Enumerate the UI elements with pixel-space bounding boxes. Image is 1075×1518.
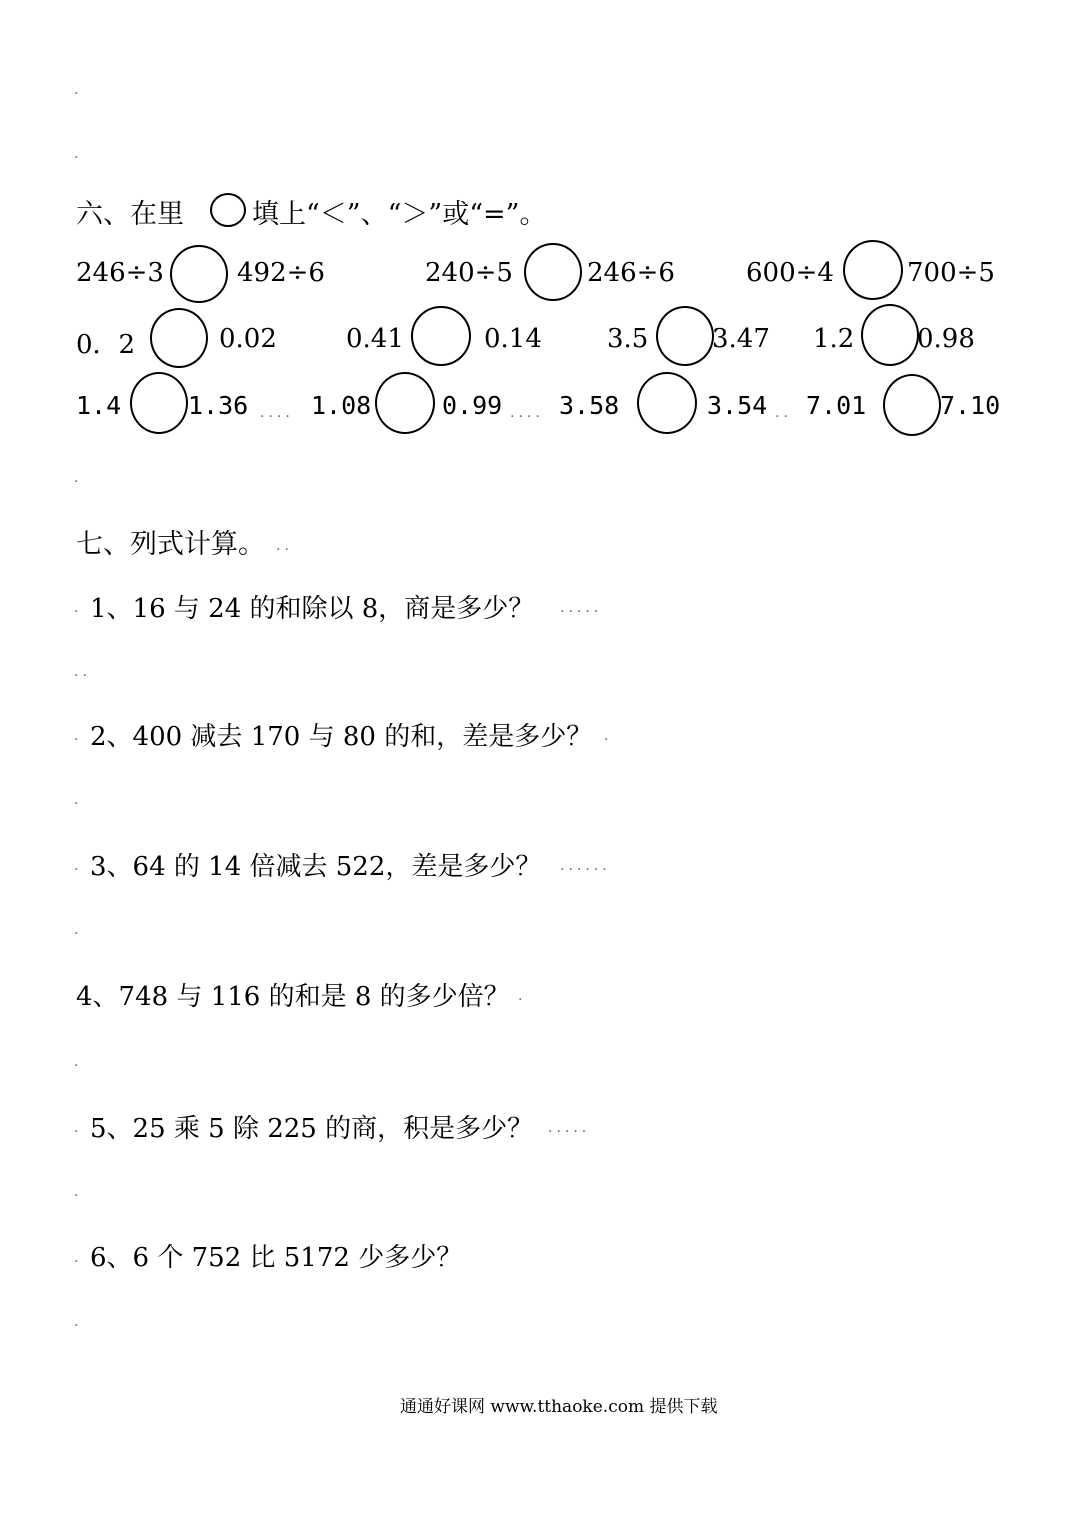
stray-dot: .: [74, 1054, 83, 1070]
stray-dot: .: [74, 1314, 83, 1330]
question-2: 2、400 减去 170 与 80 的和，差是多少？: [90, 722, 593, 752]
stray-dot: .....: [548, 1120, 591, 1136]
answer-circle[interactable]: [883, 374, 941, 436]
question-5: 5、25 乘 5 除 225 的商，积是多少？: [90, 1114, 534, 1144]
row1-right-3: 700÷5: [907, 258, 995, 288]
row3-left-4: 7.01: [806, 391, 867, 420]
stray-dot: .: [74, 728, 83, 744]
row2-right-3: 3.47: [712, 324, 770, 354]
row3-right-1: 1.36: [188, 391, 249, 420]
footer-source: 通通好课网 www.tthaoke.com 提供下载: [400, 1397, 718, 1417]
stray-dot: .: [74, 600, 83, 616]
stray-dot: .: [74, 82, 83, 98]
answer-circle[interactable]: [861, 304, 919, 366]
stray-dot: .: [74, 1184, 83, 1200]
answer-circle[interactable]: [150, 308, 208, 368]
answer-circle[interactable]: [375, 372, 435, 434]
row1-left-3: 600÷4: [746, 258, 834, 288]
row1-right-2: 246÷6: [587, 258, 675, 288]
stray-dot: .: [74, 470, 83, 486]
stray-dot: ..: [775, 405, 792, 421]
row2-right-4: 0.98: [917, 324, 975, 354]
row1-right-1: 492÷6: [237, 258, 325, 288]
row2-left-3: 3.5: [607, 324, 649, 354]
stray-dot: ....: [510, 405, 544, 421]
stray-dot: .....: [560, 600, 603, 616]
row3-left-3: 3.58: [559, 391, 620, 420]
row2-left-4: 1.2: [813, 324, 855, 354]
row3-right-2: 0.99: [442, 391, 503, 420]
stray-dot: .: [518, 988, 527, 1004]
stray-dot: .: [74, 1120, 83, 1136]
stray-dot: .: [74, 792, 83, 808]
example-circle-icon: [210, 193, 246, 227]
stray-dot: .: [74, 922, 83, 938]
stray-dot: .: [74, 1250, 83, 1266]
section7-heading: 七、列式计算。: [76, 529, 265, 560]
stray-dot: ..: [276, 538, 293, 554]
row2-right-2: 0.14: [484, 324, 542, 354]
question-4: 4、748 与 116 的和是 8 的多少倍？: [76, 982, 510, 1012]
row3-right-4: 7.10: [940, 391, 1001, 420]
section6-heading: [76, 192, 184, 231]
row2-right-1: 0.02: [219, 324, 277, 354]
answer-circle[interactable]: [656, 306, 714, 366]
question-3: 3、64 的 14 倍减去 522，差是多少？: [90, 852, 542, 882]
row2-left-2: 0.41: [346, 324, 404, 354]
stray-dot: ..: [74, 664, 91, 680]
row3-left-1: 1.4: [76, 391, 122, 420]
answer-circle[interactable]: [411, 306, 471, 366]
stray-dot: .: [74, 858, 83, 874]
stray-dot: ....: [260, 405, 294, 421]
answer-circle[interactable]: [130, 372, 188, 434]
section6-heading-suffix: 填上“＜”、“＞”或“=”。: [252, 199, 547, 230]
row3-left-2: 1.08: [311, 391, 372, 420]
answer-circle[interactable]: [524, 243, 582, 301]
stray-dot: .: [74, 146, 83, 162]
row1-left-2: 240÷5: [425, 258, 513, 288]
answer-circle[interactable]: [170, 245, 228, 303]
question-6: 6、6 个 752 比 5172 少多少？: [90, 1243, 463, 1273]
answer-circle[interactable]: [637, 372, 697, 434]
answer-circle[interactable]: [843, 240, 903, 300]
row3-right-3: 3.54: [707, 391, 768, 420]
section6-heading-prefix: 六、在里: [76, 199, 184, 230]
question-1: 1、16 与 24 的和除以 8，商是多少？: [90, 594, 535, 624]
row2-left-1: 0．2: [76, 330, 136, 360]
stray-dot: .: [604, 728, 613, 744]
row1-left-1: 246÷3: [76, 258, 164, 288]
stray-dot: ......: [560, 858, 611, 874]
